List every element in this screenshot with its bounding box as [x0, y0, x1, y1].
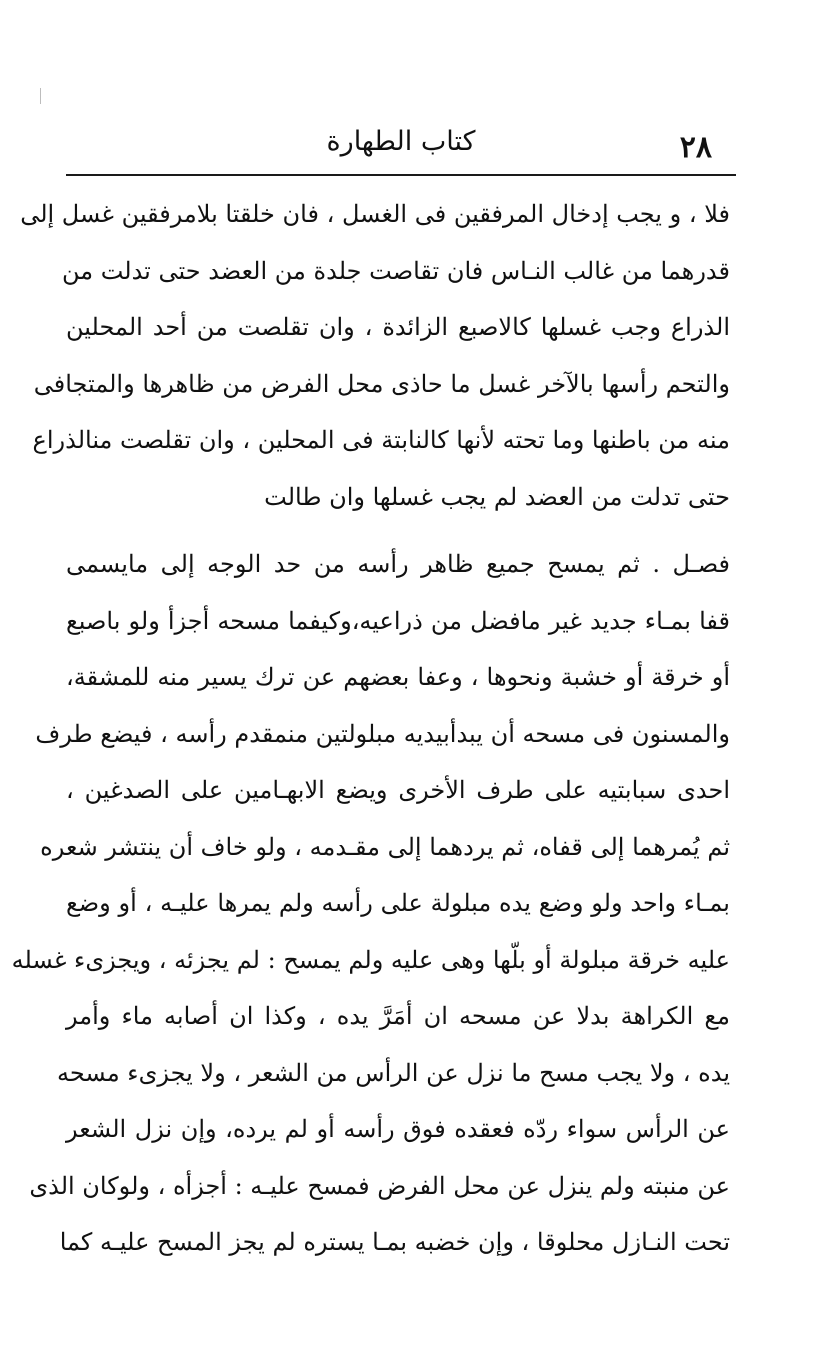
page-number: ٢٨	[679, 130, 712, 165]
text-line: قدرهما من غالب النـاس فان تقاصت جلدة من العضد حتى تدلت من	[61, 256, 730, 285]
text-line: والمسنون فى مسحه أن يبدأبيديه مبلولتين منمقدم رأسه ، فيضع طرف	[35, 719, 730, 748]
page-title: كتاب الطهارة	[326, 126, 476, 157]
text-line: يده ، ولا يجب مسح ما نزل عن الرأس من الشعر ، ولا يجزىء مسحه	[57, 1058, 730, 1087]
text-line: والتحم رأسها بالآخر غسل ما حاذى محل الفرض من ظاهرها والمتجافى	[33, 369, 730, 398]
text-line: ثم يُمرهما إلى قفاه، ثم يردهما إلى مقـدمه ، ولو خاف أن ينتشر شعره	[40, 832, 730, 861]
page-header	[66, 118, 736, 176]
text-line: قفا بمـاء جديد غير مافضل من ذراعيه،وكيفما مسحه أجزأ ولو باصبع	[66, 606, 730, 635]
scan-mark	[40, 88, 41, 104]
text-line: عليه خرقة مبلولة أو بلّها وهى عليه ولم يمسح : لم يجزئه ، ويجزىء غسله	[11, 945, 730, 974]
text-line: تحت النـازل محلوقا ، وإن خضبه بمـا يستره لم يجز المسح عليـه كما	[59, 1228, 730, 1256]
paragraph-1	[20, 186, 730, 525]
text-line: عن الرأس سواء ردّه فعقده فوق رأسه أو لم يرده، وإن نزل الشعر	[66, 1115, 730, 1143]
paragraph-2	[11, 536, 730, 1271]
text-line: منه من باطنها وما تحته لأنها كالنابتة فى المحلين ، وان تقلصت منالذراع	[32, 426, 730, 454]
text-line: فلا ، و يجب إدخال المرفقين فى الغسل ، فان خلقتا بلامرفقين غسل إلى	[20, 200, 730, 228]
text-line: احدى سبابتيه على طرف الأخرى ويضع الابهـامين على الصدغين ،	[66, 776, 730, 804]
text-line: حتى تدلت من العضد لم يجب غسلها وان طالت	[264, 482, 730, 511]
text-line: الذراع وجب غسلها كالاصبع الزائدة ، وان تقلصت من أحد المحلين	[66, 313, 730, 341]
text-line: مع الكراهة بدلا عن مسحه ان أمَرَّ يده ، وكذا ان أصابه ماء وأمر	[66, 1002, 730, 1030]
header-rule	[66, 174, 736, 176]
text-line: بمـاء واحد ولو وضع يده مبلولة على رأسه ولم يمرها عليـه ، أو وضع	[66, 889, 730, 917]
text-line: عن منبته ولم ينزل عن محل الفرض فمسح عليـه : أجزأه ، ولوكان الذى	[29, 1171, 730, 1200]
text-line: فصـل . ثم يمسح جميع ظاهر رأسه من حد الوجه إلى مايسمى	[66, 550, 730, 578]
text-line: أو خرقة أو خشبة ونحوها ، وعفا بعضهم عن ترك يسير منه للمشقة،	[66, 663, 730, 691]
